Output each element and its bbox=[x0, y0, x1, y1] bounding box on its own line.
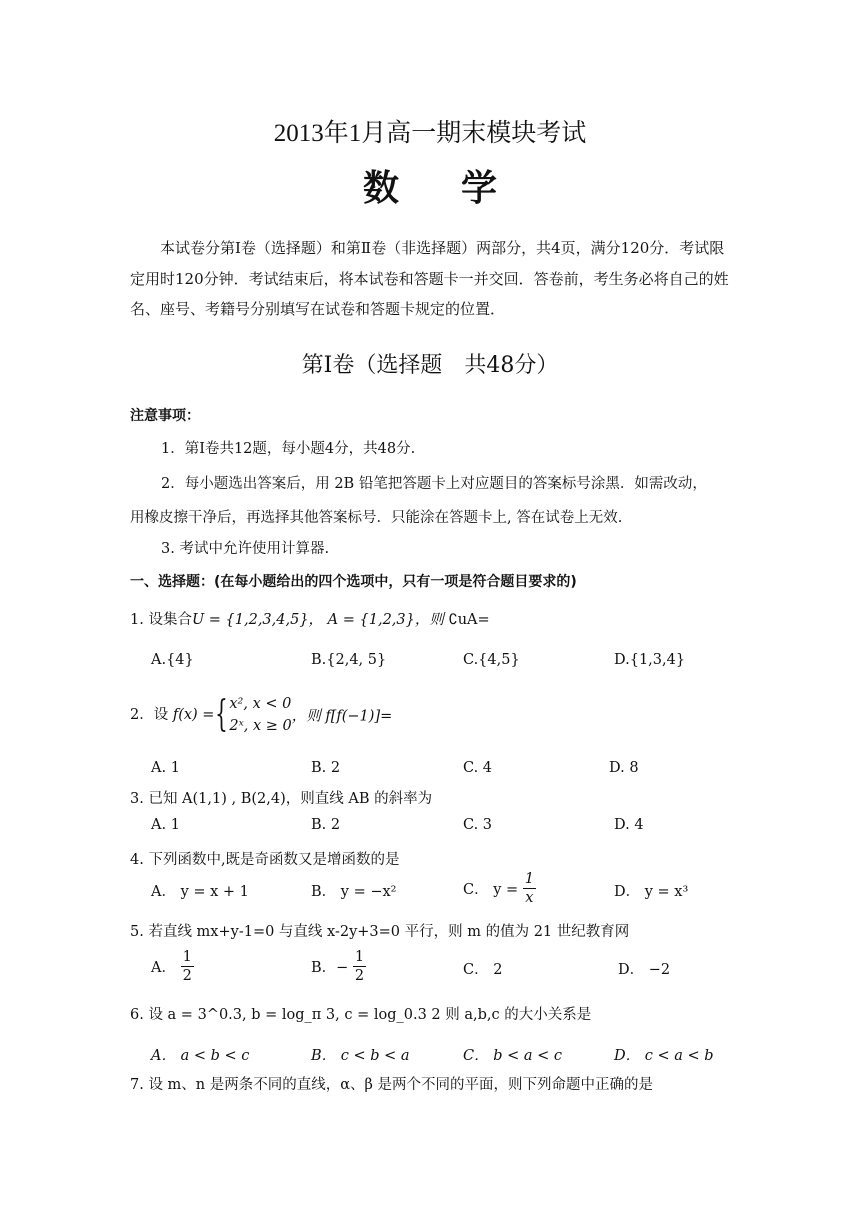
q2-case-2: 2ˣ, x ≥ 0 bbox=[229, 718, 292, 734]
note-item: 1．第Ⅰ卷共12题，每小题4分，共48分. bbox=[161, 441, 416, 457]
note-item: 3. 考试中允许使用计算器. bbox=[161, 541, 330, 557]
q5-fraction-a bbox=[181, 948, 194, 985]
q5-option-b-label: B．− bbox=[311, 960, 349, 976]
q2-suffix: ，则 f[f(−1)]= bbox=[291, 708, 393, 725]
q5-fraction-b-denominator: 2 bbox=[354, 968, 365, 984]
q2-option-a: A. 1 bbox=[151, 760, 180, 776]
q3-option-d: D. 4 bbox=[614, 817, 644, 833]
q5-option-b bbox=[311, 948, 366, 985]
q4-fraction bbox=[523, 870, 536, 907]
q3-option-b: B. 2 bbox=[311, 817, 341, 833]
instructions-text: 本试卷分第Ⅰ卷（选择题）和第Ⅱ卷（非选择题）两部分，共4页，满分120分．考试限定用时120分钟．考试结束后，将本试卷和答题卡一并交回．答卷前，考生务必将自己的姓名、座号、考籍号分别填写在试卷和答题卡规定的位置． bbox=[130, 239, 729, 318]
q2-cases bbox=[229, 693, 291, 737]
notes-heading: 注意事项： bbox=[130, 408, 200, 424]
q5-option-d: D． −2 bbox=[618, 962, 671, 978]
question-5-stem: 5. 若直线 mx+y-1=0 与直线 x-2y+3=0 平行，则 m 的值为 21 世纪教育网 bbox=[130, 924, 630, 940]
q1-option-d: D.{1,3,4} bbox=[614, 652, 686, 668]
q5-option-a-label: A． bbox=[151, 960, 176, 976]
mcq-heading: 一、选择题：(在每小题给出的四个选项中，只有一项是符合题目要求的) bbox=[130, 574, 577, 590]
piecewise-brace-icon: { bbox=[215, 694, 229, 735]
q1-option-b: B.{2,4, 5} bbox=[311, 652, 387, 668]
q3-option-c: C. 3 bbox=[463, 817, 493, 833]
q1-option-c: C.{4,5} bbox=[463, 652, 520, 668]
q4-option-b: B． y = −x² bbox=[311, 884, 397, 900]
q1-set-u: U = {1,2,3,4,5}， bbox=[191, 612, 324, 628]
q2-prefix: 2．设 bbox=[130, 707, 169, 723]
question-2-stem bbox=[130, 693, 392, 737]
q4-fraction-denominator: x bbox=[525, 890, 534, 906]
q6-option-d: D． c < a < b bbox=[614, 1048, 714, 1064]
exam-title: 2013年1月高一期末模块考试 bbox=[273, 120, 587, 147]
q4-fraction-numerator: 1 bbox=[524, 871, 534, 887]
q4-option-a: A． y = x + 1 bbox=[151, 884, 249, 900]
q5-fraction-b bbox=[353, 948, 366, 985]
q1-complement: ∁uA= bbox=[448, 612, 490, 628]
q1-option-a: A.{4} bbox=[151, 652, 194, 668]
q2-option-c: C. 4 bbox=[463, 760, 493, 776]
q1-set-a: A = {1,2,3}，则 bbox=[327, 612, 444, 628]
q5-option-a bbox=[151, 948, 194, 985]
q6-option-c: C． b < a < c bbox=[463, 1048, 562, 1064]
q5-fraction-a-denominator: 2 bbox=[182, 968, 192, 984]
q5-fraction-b-numerator: 1 bbox=[354, 949, 365, 965]
q4-option-c bbox=[463, 870, 536, 907]
question-7-stem: 7. 设 m、n 是两条不同的直线，α、β 是两个不同的平面，则下列命题中正确的是 bbox=[130, 1077, 654, 1093]
q6-option-b: B． c < b < a bbox=[311, 1048, 410, 1064]
subject-title: 数学 bbox=[362, 167, 559, 209]
note-item: 2．每小题选出答案后，用 2B 铅笔把答题卡上对应题目的答案标号涂黑．如需改动， bbox=[161, 476, 707, 492]
q2-option-b: B. 2 bbox=[311, 760, 341, 776]
section-title: 第Ⅰ卷（选择题 共48分） bbox=[301, 353, 559, 378]
q4-option-c-label: C． y = bbox=[463, 882, 519, 898]
q3-option-a: A. 1 bbox=[151, 817, 180, 833]
question-3-stem: 3. 已知 A(1,1) , B(2,4)，则直线 AB 的斜率为 bbox=[130, 791, 433, 807]
q5-option-c: C． 2 bbox=[463, 962, 503, 978]
q5-fraction-a-numerator: 1 bbox=[182, 949, 192, 965]
question-4-stem: 4. 下列函数中,既是奇函数又是增函数的是 bbox=[130, 852, 400, 868]
q2-function-name: f(x) = bbox=[172, 707, 215, 723]
question-6-stem: 6. 设 a = 3^0.3, b = log_π 3, c = log_0.3 2 则 a,b,c 的大小关系是 bbox=[130, 1007, 592, 1023]
note-item: 用橡皮擦干净后，再选择其他答案标号．只能涂在答题卡上, 答在试卷上无效. bbox=[130, 510, 623, 526]
q2-case-1: x², x < 0 bbox=[229, 696, 292, 712]
q2-option-d: D. 8 bbox=[609, 760, 639, 776]
instructions-paragraph bbox=[130, 233, 735, 325]
q6-option-a: A． a < b < c bbox=[151, 1048, 250, 1064]
q1-prefix: 1. 设集合 bbox=[130, 612, 192, 628]
question-1-stem bbox=[130, 608, 490, 629]
q4-option-d: D． y = x³ bbox=[614, 884, 689, 900]
